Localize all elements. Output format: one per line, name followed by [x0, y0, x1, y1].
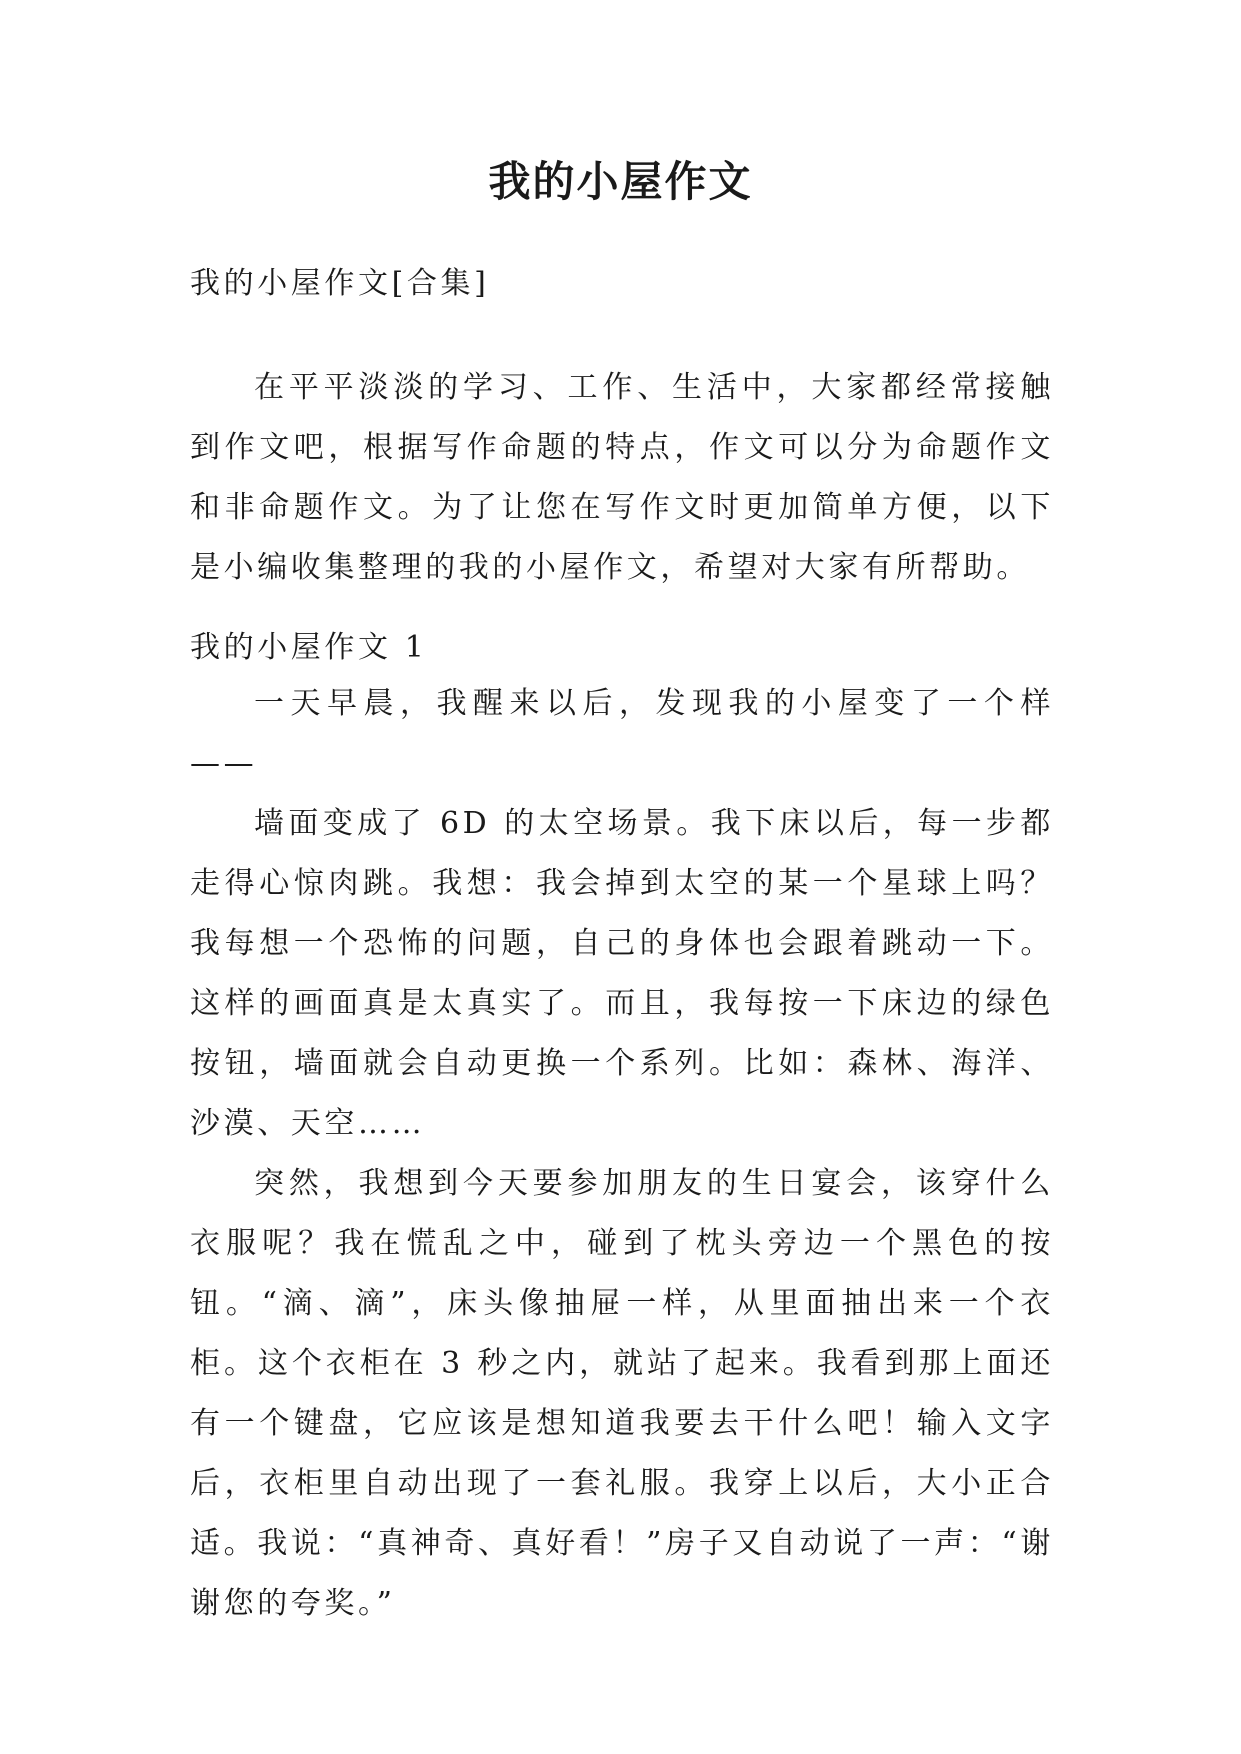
intro-block [190, 358, 1054, 598]
document-title: 我的小屋作文 [488, 157, 753, 206]
body-paragraph: 一天早晨，我醒来以后，发现我的小屋变了一个样—— [190, 686, 1054, 781]
document-subtitle: 我的小屋作文[合集] [190, 266, 490, 301]
section-body [190, 674, 1054, 1634]
body-paragraph: 墙面变成了 6D 的太空场景。我下床以后，每一步都走得心惊肉跳。我想：我会掉到太空的某一个星球上吗？我每想一个恐怖的问题，自己的身体也会跟着跳动一下。这样的画面真是太真实了。而且，我每按一下床边的绿色按钮，墙面就会自动更换一个系列。比如：森林、海洋、沙漠、天空…… [190, 806, 1054, 1141]
body-paragraph: 突然，我想到今天要参加朋友的生日宴会，该穿什么衣服呢？我在慌乱之中，碰到了枕头旁边一个黑色的按钮。“滴、滴”，床头像抽屉一样，从里面抽出来一个衣柜。这个衣柜在 3 秒之内，就站了起来。我看到那上面还有一个键盘，它应该是想知道我要去干什么吧！输入文字后，衣柜里自动出现了一套礼服。我穿上以后，大小正合适。我说：“真神奇、真好看！”房子又自动说了一声：“谢谢您的夸奖。” [190, 1166, 1054, 1621]
intro-paragraph: 在平平淡淡的学习、工作、生活中，大家都经常接触到作文吧，根据写作命题的特点，作文可以分为命题作文和非命题作文。为了让您在写作文时更加简单方便，以下是小编收集整理的我的小屋作文，希望对大家有所帮助。 [190, 370, 1054, 585]
section-heading: 我的小屋作文 1 [190, 630, 428, 665]
